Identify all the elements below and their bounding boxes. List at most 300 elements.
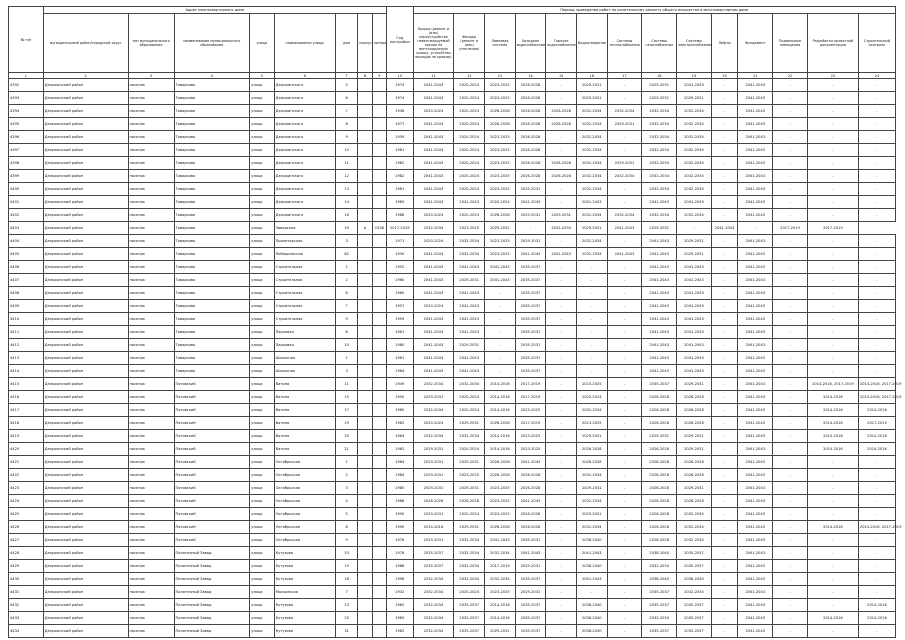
- table-cell: поселок: [128, 560, 174, 573]
- table-cell: 2038-2040: [642, 573, 677, 586]
- table-cell: 2032-2034: [576, 105, 607, 118]
- table-cell: Парковая: [274, 339, 335, 352]
- table-cell: 4: [335, 495, 357, 508]
- table-cell: Октябрьская: [274, 521, 335, 534]
- table-cell: [358, 131, 372, 144]
- table-cell: -: [711, 352, 738, 365]
- table-cell: -: [607, 79, 642, 92]
- table-cell: 2026-2028: [677, 404, 712, 417]
- table-cell: 2041-2043: [677, 300, 712, 313]
- table-cell: поселок: [128, 92, 174, 105]
- table-cell: -: [711, 248, 738, 261]
- table-cell: 2032-2034: [677, 118, 712, 131]
- table-cell: 2041-2043: [738, 131, 773, 144]
- table-cell: [372, 92, 386, 105]
- table-cell: Дзержинский район: [43, 248, 128, 261]
- table-cell: [372, 417, 386, 430]
- table-cell: 12: [335, 170, 357, 183]
- table-cell: Дзержинский район: [43, 495, 128, 508]
- table-cell: Дзержинского: [274, 105, 335, 118]
- table-cell: 2041-2043: [738, 534, 773, 547]
- table-cell: 1962: [386, 417, 413, 430]
- table-cell: [358, 105, 372, 118]
- table-row: [9, 313, 896, 326]
- table-cell: 2041-2043: [738, 573, 773, 586]
- table-cell: 2023-2025: [485, 508, 516, 521]
- table-cell: -: [773, 235, 808, 248]
- table-cell: -: [807, 274, 858, 287]
- table-cell: -: [858, 144, 895, 157]
- table-cell: 2023-2025: [454, 222, 485, 235]
- table-cell: [358, 534, 372, 547]
- table-cell: 4393: [9, 92, 44, 105]
- table-cell: -: [546, 443, 577, 456]
- table-cell: Строительная: [274, 261, 335, 274]
- table-cell: -: [807, 495, 858, 508]
- table-cell: Дзержинский район: [43, 378, 128, 391]
- table-cell: -: [546, 365, 577, 378]
- table-cell: -: [858, 560, 895, 573]
- table-cell: -: [546, 612, 577, 625]
- table-cell: 2020-2024: [485, 196, 516, 209]
- table-row: [9, 443, 896, 456]
- table-cell: [358, 313, 372, 326]
- table-cell: 4412: [9, 339, 44, 352]
- table-cell: 2029-2031: [454, 274, 485, 287]
- table-cell: 2029-2031: [413, 469, 454, 482]
- table-cell: 2032-2034: [677, 521, 712, 534]
- table-cell: 2041-2043: [738, 547, 773, 560]
- table-cell: 4423: [9, 482, 44, 495]
- table-cell: [358, 183, 372, 196]
- table-cell: -: [858, 235, 895, 248]
- table-cell: -: [607, 560, 642, 573]
- table-cell: -: [773, 248, 808, 261]
- table-cell: 2041-2043: [738, 261, 773, 274]
- table-cell: Дзержинский район: [43, 612, 128, 625]
- table-cell: 2041-2043: [677, 196, 712, 209]
- table-cell: поселок: [128, 625, 174, 638]
- table-cell: 6: [335, 287, 357, 300]
- table-cell: 1960: [386, 404, 413, 417]
- table-cell: [358, 300, 372, 313]
- table-cell: 2023-2025: [485, 170, 516, 183]
- table-cell: поселок: [128, 599, 174, 612]
- table-cell: -: [607, 391, 642, 404]
- table-row: [9, 482, 896, 495]
- table-cell: [372, 287, 386, 300]
- col-header-15: Горячее водоснабжение: [546, 14, 577, 73]
- table-cell: 2032-2034: [576, 495, 607, 508]
- table-cell: Товарково: [174, 209, 250, 222]
- col-header-5: улица: [250, 14, 275, 73]
- table-cell: Пятовский: [174, 430, 250, 443]
- table-cell: 1962: [386, 599, 413, 612]
- table-cell: Товарково: [174, 131, 250, 144]
- table-cell: 2014-2016: [485, 391, 516, 404]
- table-cell: поселок: [128, 495, 174, 508]
- table-cell: Дзержинский район: [43, 183, 128, 196]
- table-cell: 2: [335, 469, 357, 482]
- table-cell: 4418: [9, 417, 44, 430]
- table-cell: -: [773, 105, 808, 118]
- table-cell: поселок: [128, 378, 174, 391]
- table-cell: 2032-2034: [677, 534, 712, 547]
- table-cell: поселок: [128, 469, 174, 482]
- table-cell: Кутузова: [274, 612, 335, 625]
- table-cell: [358, 144, 372, 157]
- table-cell: -: [858, 313, 895, 326]
- table-cell: 2032-2034: [642, 560, 677, 573]
- table-cell: 1988: [386, 209, 413, 222]
- table-cell: 2014-2016, 2017-2019: [858, 391, 895, 404]
- table-cell: 2: [335, 274, 357, 287]
- table-cell: 2026-2028: [515, 131, 546, 144]
- col-header-6: наименование улицы: [274, 14, 335, 73]
- table-cell: 2041-2043: [642, 235, 677, 248]
- table-cell: 2026-2028: [546, 105, 577, 118]
- table-cell: 2023-2025: [515, 443, 546, 456]
- table-cell: -: [858, 586, 895, 599]
- table-cell: 2041-2043: [642, 313, 677, 326]
- table-cell: [358, 560, 372, 573]
- table-cell: 2020-2024: [454, 170, 485, 183]
- table-cell: 2029-2031: [413, 508, 454, 521]
- table-cell: 1984: [386, 456, 413, 469]
- table-cell: [372, 482, 386, 495]
- table-cell: 2029-2031: [413, 482, 454, 495]
- table-cell: -: [807, 599, 858, 612]
- table-cell: 2020-2024: [413, 417, 454, 430]
- table-cell: 2029-2031: [454, 339, 485, 352]
- table-cell: 2014-2016: [807, 521, 858, 534]
- table-cell: -: [773, 456, 808, 469]
- table-cell: улица: [250, 183, 275, 196]
- table-cell: -: [546, 508, 577, 521]
- table-cell: 2035-2037: [413, 547, 454, 560]
- table-cell: 2032-2034: [576, 170, 607, 183]
- table-cell: Товарково: [174, 326, 250, 339]
- table-cell: 2041-2043: [413, 248, 454, 261]
- table-cell: [372, 508, 386, 521]
- table-cell: 2041-2043: [413, 144, 454, 157]
- table-cell: -: [546, 196, 577, 209]
- table-cell: 2032-2034: [413, 378, 454, 391]
- table-cell: 2041-2043: [738, 404, 773, 417]
- table-cell: улица: [250, 417, 275, 430]
- table-cell: 2032-2034: [576, 469, 607, 482]
- table-row: [9, 625, 896, 638]
- table-cell: 1971: [386, 235, 413, 248]
- col-header-7: дом: [335, 14, 357, 73]
- table-cell: -: [858, 105, 895, 118]
- table-cell: 2032-2034: [642, 183, 677, 196]
- table-cell: -: [858, 547, 895, 560]
- column-number: 3: [128, 73, 174, 79]
- table-cell: 1982: [386, 157, 413, 170]
- table-cell: 1985: [386, 196, 413, 209]
- table-cell: 4433: [9, 612, 44, 625]
- column-number: 13: [485, 73, 516, 79]
- table-cell: -: [711, 404, 738, 417]
- table-cell: 2029-2031: [677, 482, 712, 495]
- table-row: [9, 573, 896, 586]
- table-cell: -: [607, 508, 642, 521]
- table-cell: 2041-2043: [515, 196, 546, 209]
- table-cell: улица: [250, 287, 275, 300]
- table-cell: 2026-2028: [642, 508, 677, 521]
- table-cell: Дзержинский район: [43, 300, 128, 313]
- table-body: [9, 79, 902, 638]
- table-cell: 2035-2037: [413, 560, 454, 573]
- table-cell: Октябрьская: [274, 469, 335, 482]
- table-cell: 4411: [9, 326, 44, 339]
- col-header-16: Водоотведение: [576, 14, 607, 73]
- table-cell: улица: [250, 92, 275, 105]
- table-cell: -: [807, 508, 858, 521]
- table-cell: 2041-2043: [515, 495, 546, 508]
- table-cell: 2020-2024: [454, 443, 485, 456]
- table-cell: -: [773, 209, 808, 222]
- table-cell: улица: [250, 326, 275, 339]
- table-cell: 2032-2034: [677, 508, 712, 521]
- table-cell: 2041-2043: [738, 508, 773, 521]
- table-cell: 2041-2043: [413, 183, 454, 196]
- table-cell: 2032-2034: [677, 209, 712, 222]
- table-cell: -: [807, 144, 858, 157]
- table-cell: 3: [335, 235, 357, 248]
- table-cell: 11: [335, 157, 357, 170]
- table-cell: 2041-2043: [738, 183, 773, 196]
- table-cell: Заводская: [274, 222, 335, 235]
- column-number: 9: [372, 73, 386, 79]
- table-cell: -: [711, 118, 738, 131]
- table-cell: 2026-2028: [677, 469, 712, 482]
- table-cell: [358, 261, 372, 274]
- table-cell: Дзержинский район: [43, 365, 128, 378]
- table-cell: -: [546, 469, 577, 482]
- table-row: [9, 131, 896, 144]
- col-header-23: Разработка проектной документации: [807, 14, 858, 73]
- table-cell: Товарково: [174, 365, 250, 378]
- table-cell: 1965: [386, 612, 413, 625]
- table-cell: -: [546, 534, 577, 547]
- table-cell: 2032-2034: [642, 131, 677, 144]
- table-cell: 2032-2034: [642, 157, 677, 170]
- table-cell: -: [807, 326, 858, 339]
- table-cell: 2041-2043: [413, 365, 454, 378]
- table-cell: 4408: [9, 287, 44, 300]
- table-cell: -: [858, 183, 895, 196]
- table-cell: 31: [335, 625, 357, 638]
- table-cell: 2035-2037: [642, 586, 677, 599]
- table-row: [9, 300, 896, 313]
- table-cell: 13: [335, 183, 357, 196]
- table-cell: 2035-2037: [642, 625, 677, 638]
- table-cell: Товарково: [174, 235, 250, 248]
- column-number: 5: [250, 73, 275, 79]
- table-cell: 2032-2034: [413, 430, 454, 443]
- table-cell: Московская: [274, 586, 335, 599]
- table-cell: 2041-2043: [677, 79, 712, 92]
- table-cell: 2032-2034: [576, 235, 607, 248]
- table-cell: 2035-2037: [515, 274, 546, 287]
- table-cell: Пятовский: [174, 391, 250, 404]
- table-cell: -: [546, 586, 577, 599]
- table-cell: [358, 118, 372, 131]
- table-cell: 2017-2019: [858, 417, 895, 430]
- table-cell: 2041-2043: [454, 261, 485, 274]
- col-header-20: Лифты: [711, 14, 738, 73]
- table-cell: поселок: [128, 365, 174, 378]
- table-cell: 2038-2040: [576, 599, 607, 612]
- table-cell: 2035-2037: [677, 547, 712, 560]
- table-cell: 2026-2028: [642, 495, 677, 508]
- table-cell: -: [576, 365, 607, 378]
- table-cell: 2014-2016: [485, 443, 516, 456]
- table-cell: -: [576, 313, 607, 326]
- table-cell: [358, 495, 372, 508]
- table-cell: 2041-2043: [454, 300, 485, 313]
- table-cell: -: [546, 300, 577, 313]
- table-cell: -: [711, 586, 738, 599]
- table-cell: Товарково: [174, 222, 250, 235]
- table-cell: 2041-2043: [642, 339, 677, 352]
- table-cell: 4414: [9, 365, 44, 378]
- table-cell: 1959: [386, 131, 413, 144]
- table-cell: поселок: [128, 430, 174, 443]
- table-cell: 2026-2028: [642, 443, 677, 456]
- table-cell: -: [807, 183, 858, 196]
- table-cell: 2041-2043: [738, 560, 773, 573]
- table-cell: 2041-2043: [642, 261, 677, 274]
- table-cell: 4395: [9, 118, 44, 131]
- table-cell: 1990: [386, 521, 413, 534]
- table-cell: 2026-2028: [515, 469, 546, 482]
- table-cell: 2041-2043: [454, 326, 485, 339]
- table-row: [9, 404, 896, 417]
- table-cell: 2041-2043: [413, 287, 454, 300]
- column-number: 22: [773, 73, 808, 79]
- table-cell: поселок: [128, 573, 174, 586]
- table-cell: -: [485, 287, 516, 300]
- table-cell: улица: [250, 274, 275, 287]
- table-cell: [372, 196, 386, 209]
- table-cell: Дзержинский район: [43, 79, 128, 92]
- table-cell: -: [711, 430, 738, 443]
- table-cell: -: [773, 157, 808, 170]
- table-cell: 19: [335, 417, 357, 430]
- table-cell: 2014-2016: [413, 521, 454, 534]
- table-cell: 2041-2043: [677, 326, 712, 339]
- table-cell: -: [607, 183, 642, 196]
- table-cell: -: [485, 352, 516, 365]
- table-cell: Дзержинский район: [43, 469, 128, 482]
- table-cell: 2041-2043: [738, 248, 773, 261]
- table-row: [9, 599, 896, 612]
- table-cell: 2026-2028: [642, 469, 677, 482]
- table-cell: [358, 157, 372, 170]
- table-cell: -: [807, 170, 858, 183]
- table-cell: [358, 287, 372, 300]
- table-cell: Дзержинский район: [43, 326, 128, 339]
- table-cell: 2023-2025: [485, 183, 516, 196]
- table-cell: Ватина: [274, 391, 335, 404]
- table-cell: 1977: [386, 118, 413, 131]
- table-cell: 2026-2028: [515, 79, 546, 92]
- table-row: [9, 508, 896, 521]
- table-cell: 2041-2043: [738, 456, 773, 469]
- table-cell: -: [773, 495, 808, 508]
- table-cell: 2035-2037: [515, 365, 546, 378]
- table-cell: -: [546, 235, 577, 248]
- table-cell: Дзержинского: [274, 144, 335, 157]
- table-cell: 2026-2028: [413, 495, 454, 508]
- table-cell: [358, 339, 372, 352]
- table-cell: 2035-2037: [677, 625, 712, 638]
- table-cell: 2020-2024: [413, 105, 454, 118]
- table-cell: -: [546, 79, 577, 92]
- table-cell: 2029-2031: [642, 430, 677, 443]
- table-cell: 2041-2043: [738, 352, 773, 365]
- table-cell: Пятовский: [174, 469, 250, 482]
- table-cell: 2032-2034: [677, 170, 712, 183]
- table-cell: 2041-2043: [413, 326, 454, 339]
- table-cell: 2041-2043: [515, 248, 546, 261]
- table-cell: 4404: [9, 235, 44, 248]
- table-cell: -: [858, 209, 895, 222]
- table-cell: 4401: [9, 196, 44, 209]
- table-cell: -: [858, 261, 895, 274]
- table-cell: 4434: [9, 625, 44, 638]
- table-cell: 2032-2034: [677, 144, 712, 157]
- table-cell: -: [858, 92, 895, 105]
- table-cell: Дзержинский район: [43, 261, 128, 274]
- table-cell: -: [858, 365, 895, 378]
- table-cell: Дзержинского: [274, 118, 335, 131]
- table-cell: улица: [250, 378, 275, 391]
- table-cell: Дзержинский район: [43, 209, 128, 222]
- table-cell: 2023-2025: [485, 586, 516, 599]
- column-number: 20: [711, 73, 738, 79]
- table-cell: -: [711, 209, 738, 222]
- table-cell: -: [858, 196, 895, 209]
- table-cell: 2032-2034: [642, 118, 677, 131]
- table-cell: -: [607, 92, 642, 105]
- table-cell: -: [711, 261, 738, 274]
- table-cell: [372, 183, 386, 196]
- table-cell: Дзержинский район: [43, 521, 128, 534]
- table-cell: 2026-2028: [576, 456, 607, 469]
- table-cell: 2014-2016: [807, 391, 858, 404]
- table-cell: -: [711, 287, 738, 300]
- table-cell: -: [807, 300, 858, 313]
- table-cell: Дзержинский район: [43, 456, 128, 469]
- table-cell: улица: [250, 482, 275, 495]
- column-number: 11: [413, 73, 454, 79]
- column-number: 4: [174, 73, 250, 79]
- table-cell: 2041-2043: [677, 287, 712, 300]
- table-cell: -: [711, 469, 738, 482]
- table-cell: Дзержинский район: [43, 508, 128, 521]
- table-cell: Строительная: [274, 313, 335, 326]
- table-cell: 4406: [9, 261, 44, 274]
- table-cell: 2041-2043: [738, 209, 773, 222]
- table-cell: поселок: [128, 144, 174, 157]
- table-cell: 2029-2031: [576, 222, 607, 235]
- table-cell: -: [858, 300, 895, 313]
- table-cell: -: [485, 313, 516, 326]
